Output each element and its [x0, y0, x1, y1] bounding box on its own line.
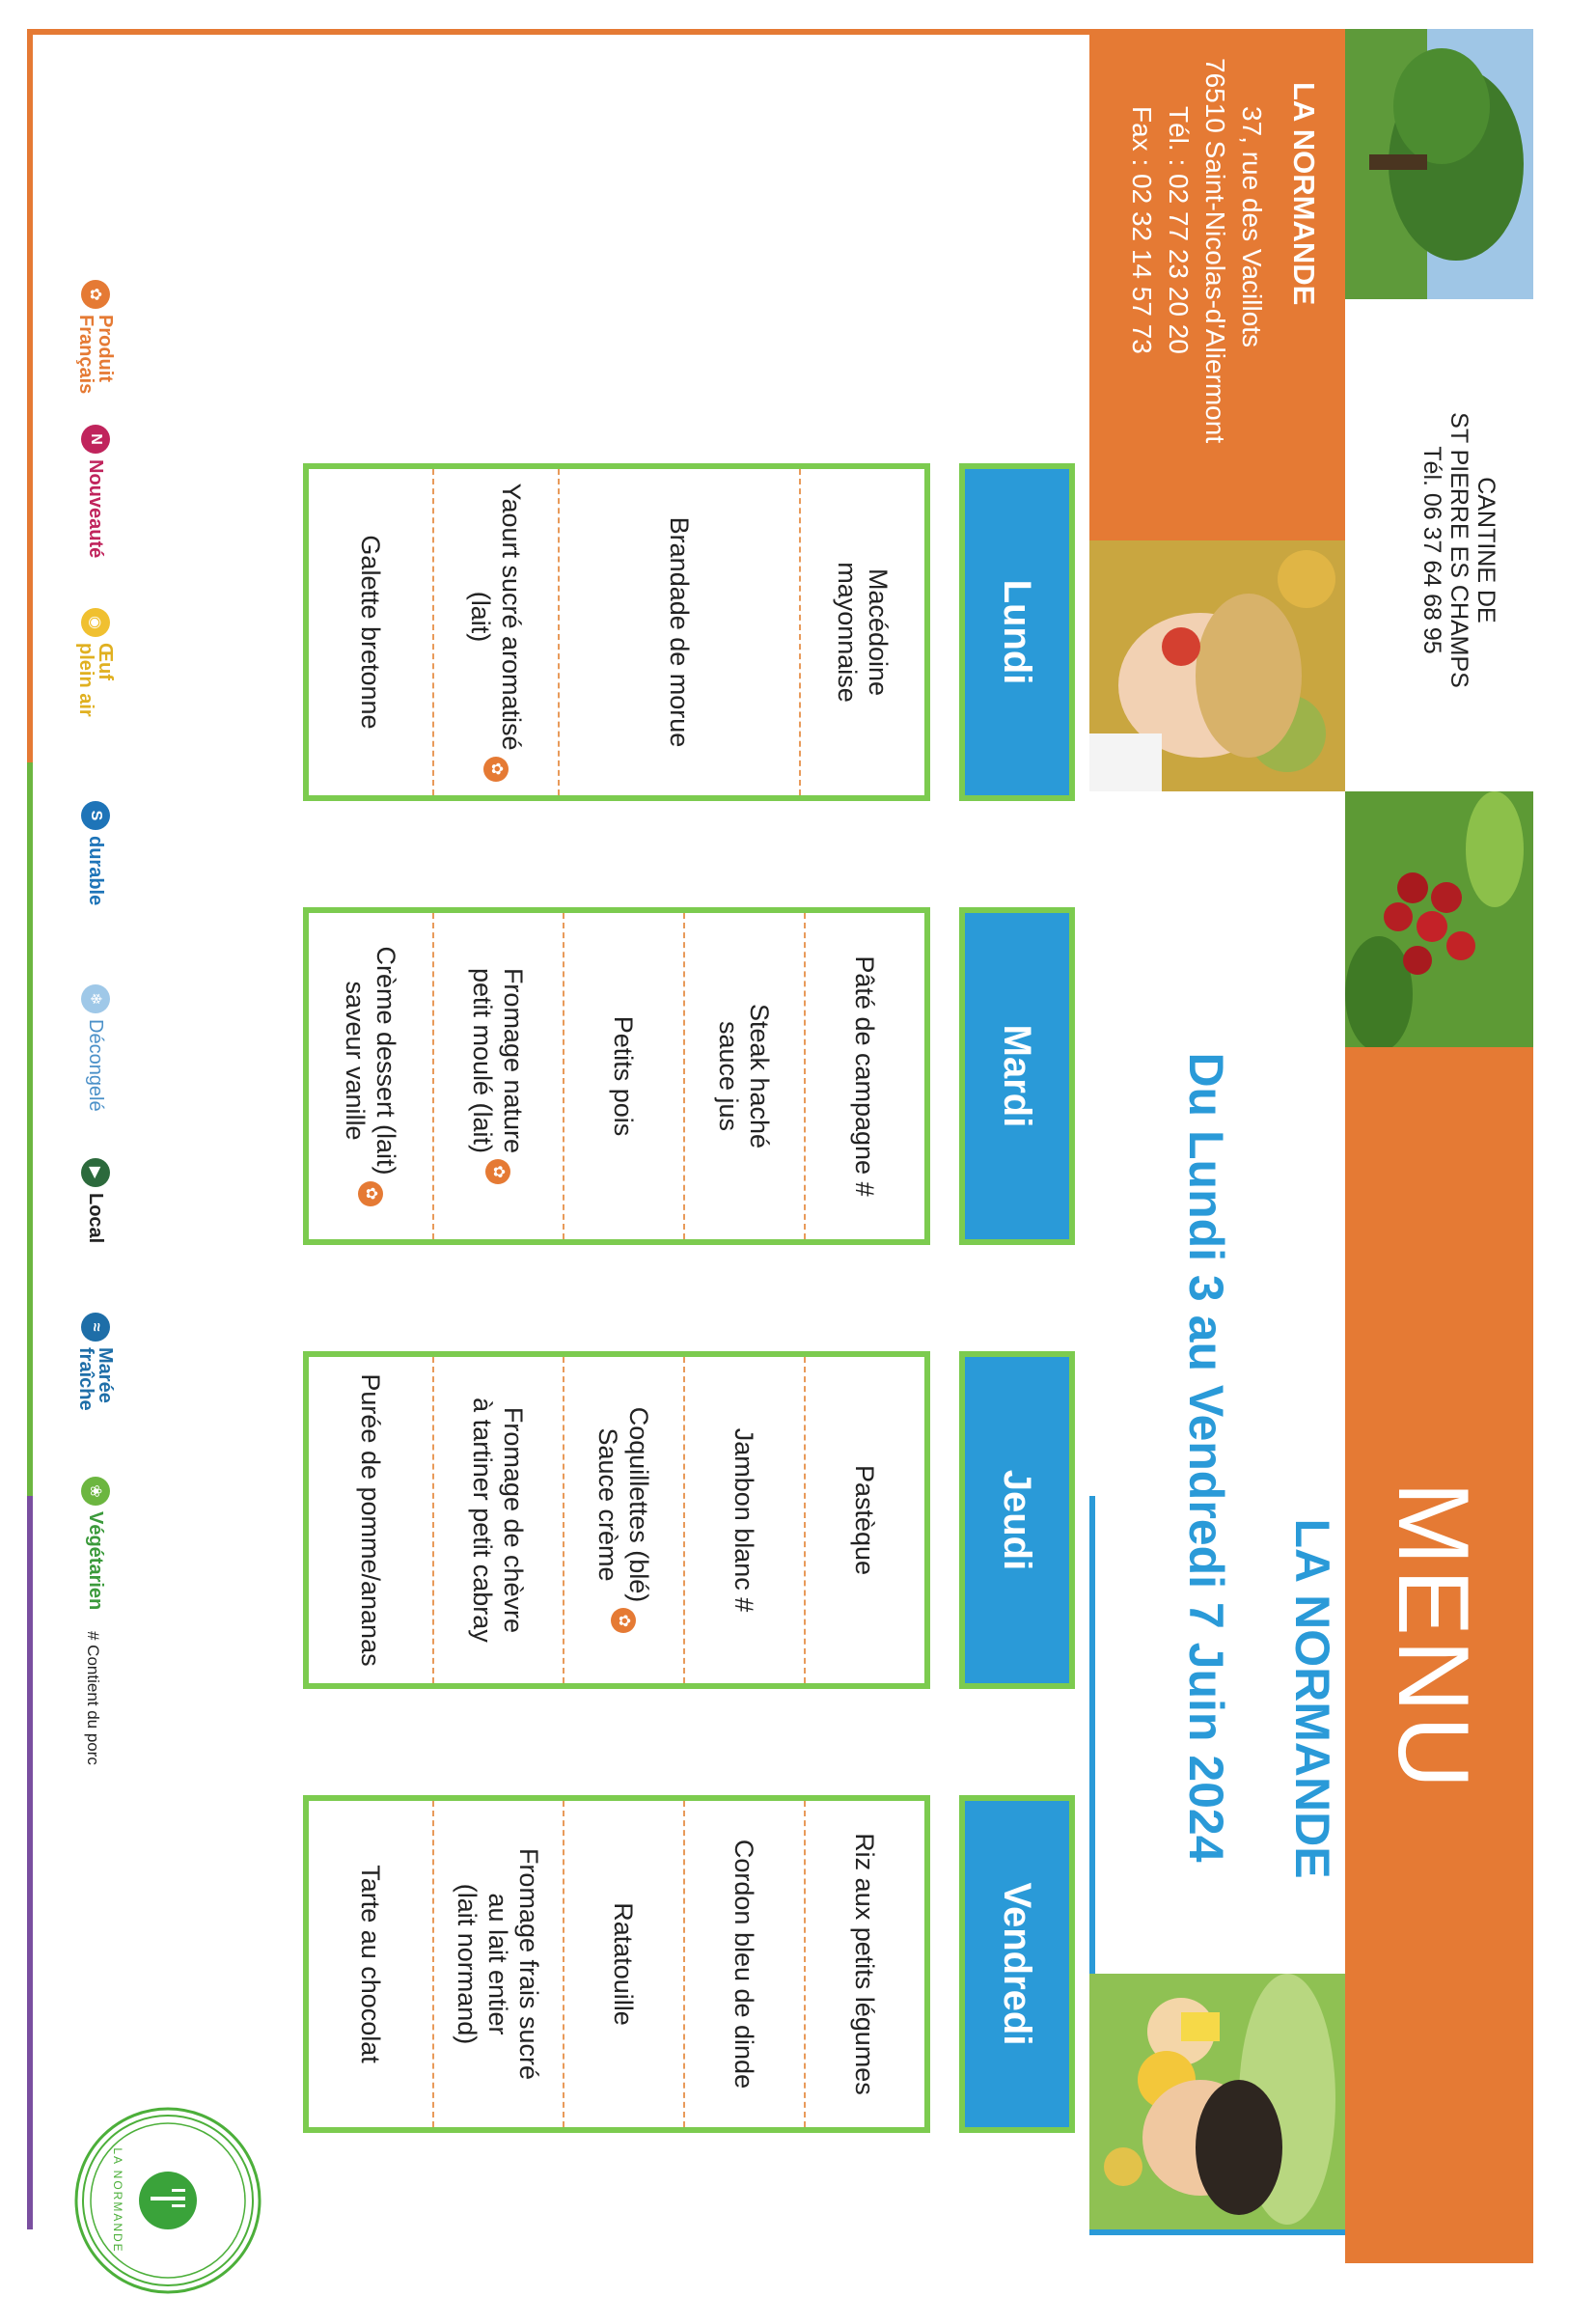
canteen-line-1: CANTINE DE	[1472, 477, 1500, 623]
border-bottom-purple	[27, 1496, 33, 2229]
snowflake-icon: ❄	[81, 984, 110, 1013]
canteen-info	[1418, 405, 1500, 695]
canteen-line-3: Tél. 06 37 64 68 95	[1418, 446, 1445, 654]
legend-peche-durable: S durable	[81, 801, 110, 905]
company-tel: Tél. : 02 77 23 20 20	[1164, 106, 1194, 354]
legend-nouveaute: N Nouveauté	[81, 425, 110, 558]
produit-francais-icon: ✿	[612, 1608, 637, 1633]
day-header-vendredi: Vendredi	[959, 1795, 1075, 2133]
dish-vendredi-4: Fromage frais sucré au lait entier (lait normand)	[432, 1801, 563, 2127]
dish-jeudi-5: Purée de pomme/ananas	[356, 1373, 385, 1667]
dish-mardi-4: Fromage nature petit moulé (lait) ✿	[432, 913, 563, 1239]
header-blue-line	[1089, 2229, 1345, 2235]
border-bottom-orange	[27, 29, 33, 762]
header-blue-line-lower	[1089, 1496, 1095, 1974]
produit-francais-icon: ✿	[483, 757, 509, 782]
dish-mardi-5: Crème dessert (lait) saveur vanille ✿	[309, 913, 432, 1239]
produit-francais-icon: ✿	[81, 280, 110, 309]
company-address: 37, rue des Vacillots	[1237, 106, 1267, 348]
day-header-jeudi: Jeudi	[959, 1351, 1075, 1689]
dish-vendredi-2: Cordon bleu de dinde	[683, 1801, 804, 2127]
company-name: LA NORMANDE	[1287, 82, 1321, 306]
dish-vendredi-1: Riz aux petits légumes	[804, 1801, 924, 2127]
legend-local: ▶ Local	[81, 1158, 110, 1243]
company-fax: Fax : 02 32 14 57 73	[1127, 106, 1157, 354]
child-apple-photo	[1089, 540, 1345, 791]
legend-produit-francais: ✿ Produit Français	[76, 280, 115, 394]
day-box-lundi	[303, 463, 930, 801]
company-city: 76510 Saint-Nicolas-d'Aliermont	[1200, 58, 1230, 444]
logo-text: LA NORMANDE	[111, 2147, 124, 2254]
day-box-vendredi	[303, 1795, 930, 2133]
legend-decongele: ❄ Décongelé	[81, 984, 110, 1112]
dish-jeudi-3: Coquillettes (blé) Sauce crème ✿	[563, 1357, 683, 1683]
produit-francais-icon: ✿	[358, 1181, 383, 1206]
dish-vendredi-3: Ratatouille	[563, 1801, 683, 2127]
dish-mardi-2: Steak haché sauce jus	[683, 913, 804, 1239]
dish-lundi-4: Galette bretonne	[356, 535, 385, 730]
day-box-mardi	[303, 907, 930, 1245]
landscape-photo	[1345, 29, 1533, 299]
la-normande-logo	[71, 2104, 264, 2297]
legend-vegetarien: ❀ Végétarien	[81, 1477, 110, 1610]
day-header-mardi: Mardi	[959, 907, 1075, 1245]
legend-maree-fraiche: ≈ Marée fraîche	[76, 1313, 115, 1411]
dish-mardi-3: Petits pois	[563, 913, 683, 1239]
border-left-orange	[27, 29, 1089, 35]
dish-jeudi-1: Pastèque	[804, 1357, 924, 1683]
produit-francais-icon: ✿	[486, 1159, 511, 1184]
dish-lundi-1: Macédoine mayonnaise	[799, 469, 924, 795]
day-header-lundi: Lundi	[959, 463, 1075, 801]
dish-lundi-2: Brandade de morue	[558, 469, 799, 795]
legend-oeuf-plein-air: ◉ Œuf plein air	[76, 608, 115, 717]
legend-porc-note: # Contient du porc	[84, 1631, 102, 1765]
menu-title: MENU	[1377, 1481, 1489, 1793]
fish-icon: ≈	[81, 1313, 110, 1342]
egg-icon: ◉	[81, 608, 110, 637]
canteen-line-2: ST PIERRE ES CHAMPS	[1445, 412, 1472, 688]
child-fruit-photo	[1089, 1974, 1345, 2229]
truck-icon: ▶	[81, 1158, 110, 1187]
cherry-photo	[1345, 791, 1533, 1047]
dish-lundi-3: Yaourt sucré aromatisé (lait) ✿	[432, 469, 558, 795]
supplier-title: LA NORMANDE	[1285, 1518, 1339, 1879]
dish-jeudi-4: Fromage de chèvre à tartiner petit cabray	[432, 1357, 563, 1683]
fish-hook-icon: S	[81, 801, 110, 830]
nouveaute-icon: N	[81, 425, 110, 454]
dish-vendredi-5: Tarte au chocolat	[356, 1865, 385, 2063]
border-bottom-green	[27, 762, 33, 1496]
leaf-icon: ❀	[81, 1477, 110, 1506]
dish-jeudi-2: Jambon blanc #	[683, 1357, 804, 1683]
dish-mardi-1: Pâté de campagne #	[804, 913, 924, 1239]
date-range-title: Du Lundi 3 au Vendredi 7 Juin 2024	[1179, 1052, 1233, 1863]
day-box-jeudi	[303, 1351, 930, 1689]
